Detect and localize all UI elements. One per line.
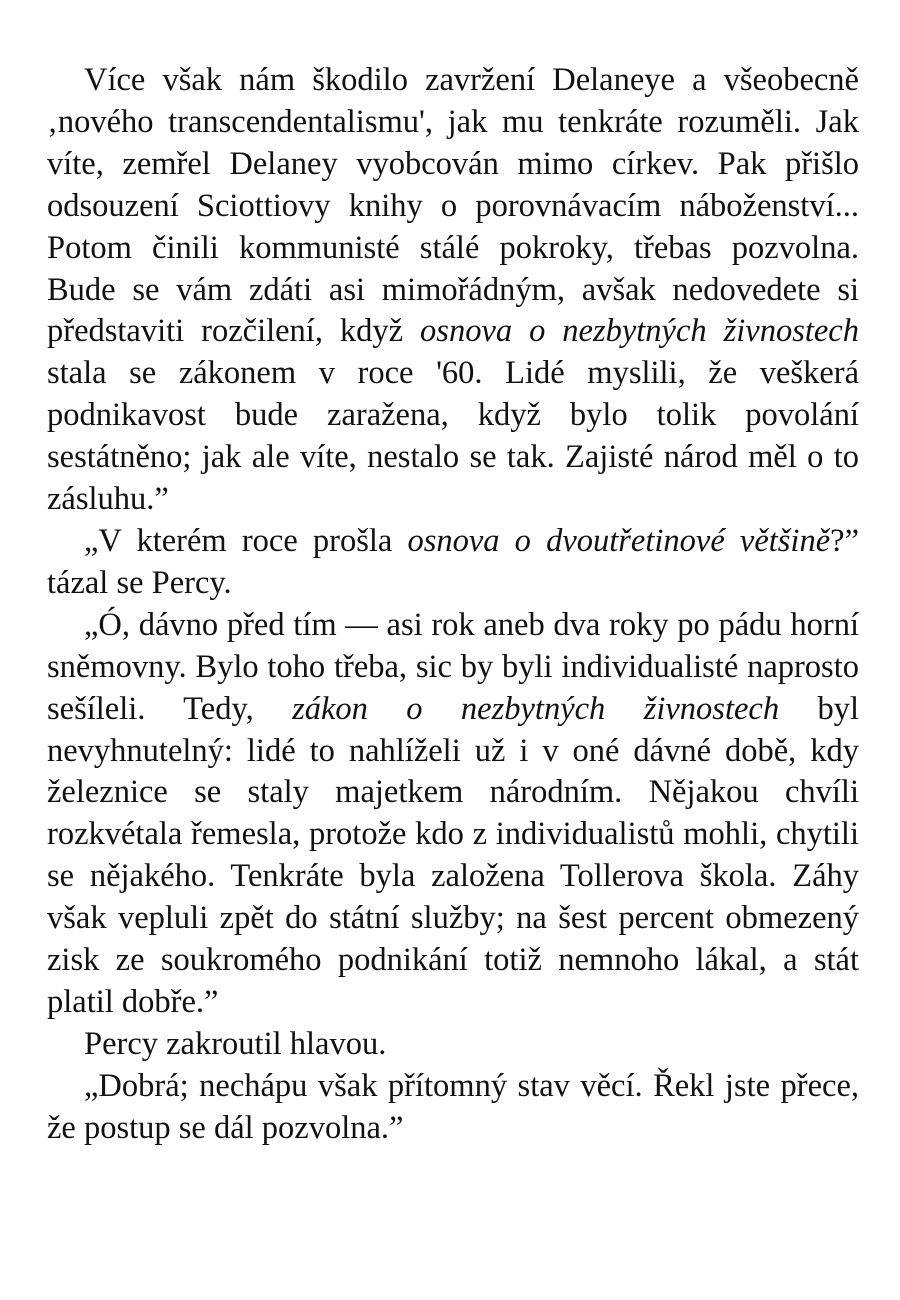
text-segment: ?” tázal se Percy. <box>47 522 859 601</box>
text-segment: byl nevyhnutelný: lidé to nahlíželi už i v oné dávné době, kdy železnice se staly majetkem národním. Nějakou chvíli rozkvétala řemesla, protože kdo z individualistů mohli, chytili se nějakého. Tenkráte byla založena Tollerova škola. Záhy však vepluli zpět do státní služby; na šest percent obmezený zisk ze soukromého podnikání totiž nemnoho lákal, a stát platil dobře.” <box>47 690 859 1020</box>
text-segment: „Ó, dávno před tím — asi rok aneb dva roky po pádu horní sněmovny. Bylo toho třeba, sic by byli individualisté naprosto sešíleli. Tedy, <box>47 606 859 727</box>
text-segment: stala se zákonem v roce '60. Lidé myslili, že veškerá podnikavost bude zaražena, když bylo tolik povolání sestátněno; jak ale víte, nestalo se tak. Zajisté národ měl o to zásluhu.” <box>47 355 859 518</box>
paragraph <box>47 60 859 521</box>
italic-title: zákon o nezbytných živnostech <box>292 690 780 727</box>
paragraph <box>47 1066 859 1150</box>
paragraph <box>47 521 859 605</box>
text-segment: „V kterém roce prošla <box>84 522 408 559</box>
italic-title: osnova o nezbytných živnostech <box>420 313 859 350</box>
book-page <box>47 60 859 1150</box>
paragraph <box>47 1024 859 1066</box>
text-segment: Více však nám škodilo zavržení Delaneye a všeobecně ‚nového transcendentalismu', jak mu tenkráte rozuměli. Jak víte, zemřel Delaney vyobcován mimo církev. Pak přišlo odsouzení Sciottiovy knihy o porovnávacím náboženství... Potom činili kommunisté stálé pokroky, třebas pozvolna. Bude se vám zdáti asi mimořádným, avšak nedovedete si představiti rozčilení, když <box>47 62 859 350</box>
text-segment: Percy zakroutil hlavou. <box>84 1025 387 1062</box>
italic-title: osnova o dvoutřetinové většině <box>407 522 831 559</box>
paragraph <box>47 605 859 1024</box>
text-segment: „Dobrá; nechápu však přítomný stav věcí. Řekl jste přece, že postup se dál pozvolna.” <box>47 1067 859 1146</box>
